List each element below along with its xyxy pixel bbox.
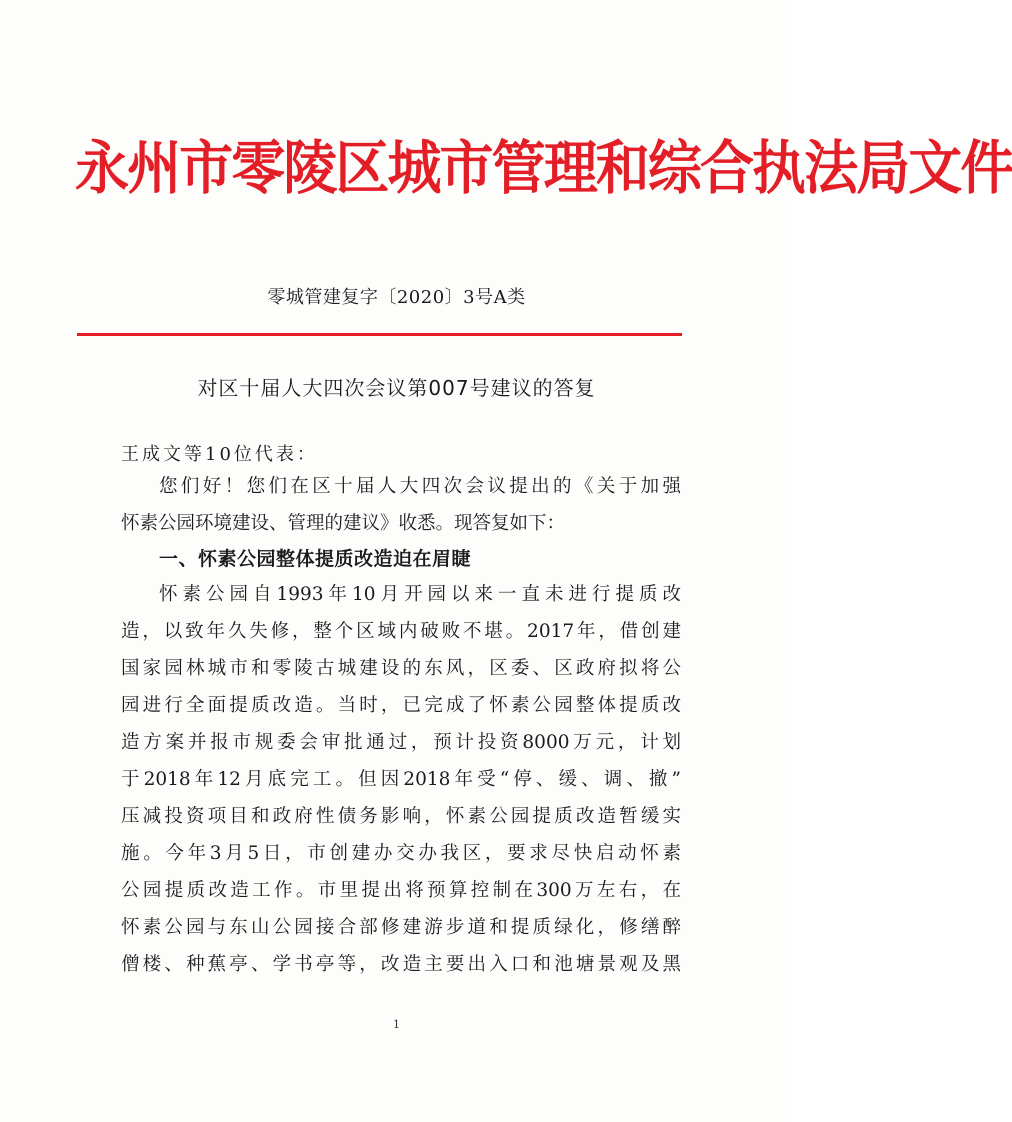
paragraph-line: 您们好！您们在区十届人大四次会议提出的《关于加强 xyxy=(159,476,681,497)
section-heading: 一、怀素公园整体提质改造迫在眉睫 xyxy=(159,548,472,570)
paragraph-line: 僧楼、种蕉亭、学书亭等，改造主要出入口和池塘景观及黑 xyxy=(121,954,681,975)
paragraph-line: 怀素公园自1993年10月开园以来一直未进行提质改 xyxy=(159,584,681,605)
document-number: 零城管建复字〔2020〕3号A类 xyxy=(267,287,526,308)
document-title: 对区十届人大四次会议第007号建议的答复 xyxy=(197,376,596,400)
intro-paragraph xyxy=(121,468,681,542)
paragraph-line: 压减投资项目和政府性债务影响，怀素公园提质改造暂缓实 xyxy=(121,806,681,827)
salutation: 王成文等10位代表： xyxy=(121,444,318,465)
page-number: 1 xyxy=(393,1018,400,1031)
paragraph-line: 国家园林城市和零陵古城建设的东风，区委、区政府拟将公 xyxy=(121,658,681,679)
paragraph-line: 园进行全面提质改造。当时，已完成了怀素公园整体提质改 xyxy=(121,695,681,716)
paragraph-line: 造，以致年久失修，整个区域内破败不堪。2017年，借创建 xyxy=(121,621,681,642)
paragraph-line: 造方案并报市规委会审批通过，预计投资8000万元，计划 xyxy=(121,732,681,753)
paragraph-line: 于2018年12月底完工。但因2018年受“停、缓、调、撤” xyxy=(121,769,681,790)
section-body-paragraph xyxy=(121,576,681,983)
red-separator-line xyxy=(77,333,682,336)
issuing-organization-title: 永州市零陵区城市管理和综合执法局文件 xyxy=(75,134,1012,202)
paragraph-line: 公园提质改造工作。市里提出将预算控制在300万左右，在 xyxy=(121,880,681,901)
paragraph-line: 怀素公园环境建设、管理的建议》收悉。现答复如下： xyxy=(121,513,566,534)
paragraph-line: 怀素公园与东山公园接合部修建游步道和提质绿化，修缮醉 xyxy=(121,917,681,938)
paragraph-line: 施。今年3月5日，市创建办交办我区，要求尽快启动怀素 xyxy=(121,843,681,864)
